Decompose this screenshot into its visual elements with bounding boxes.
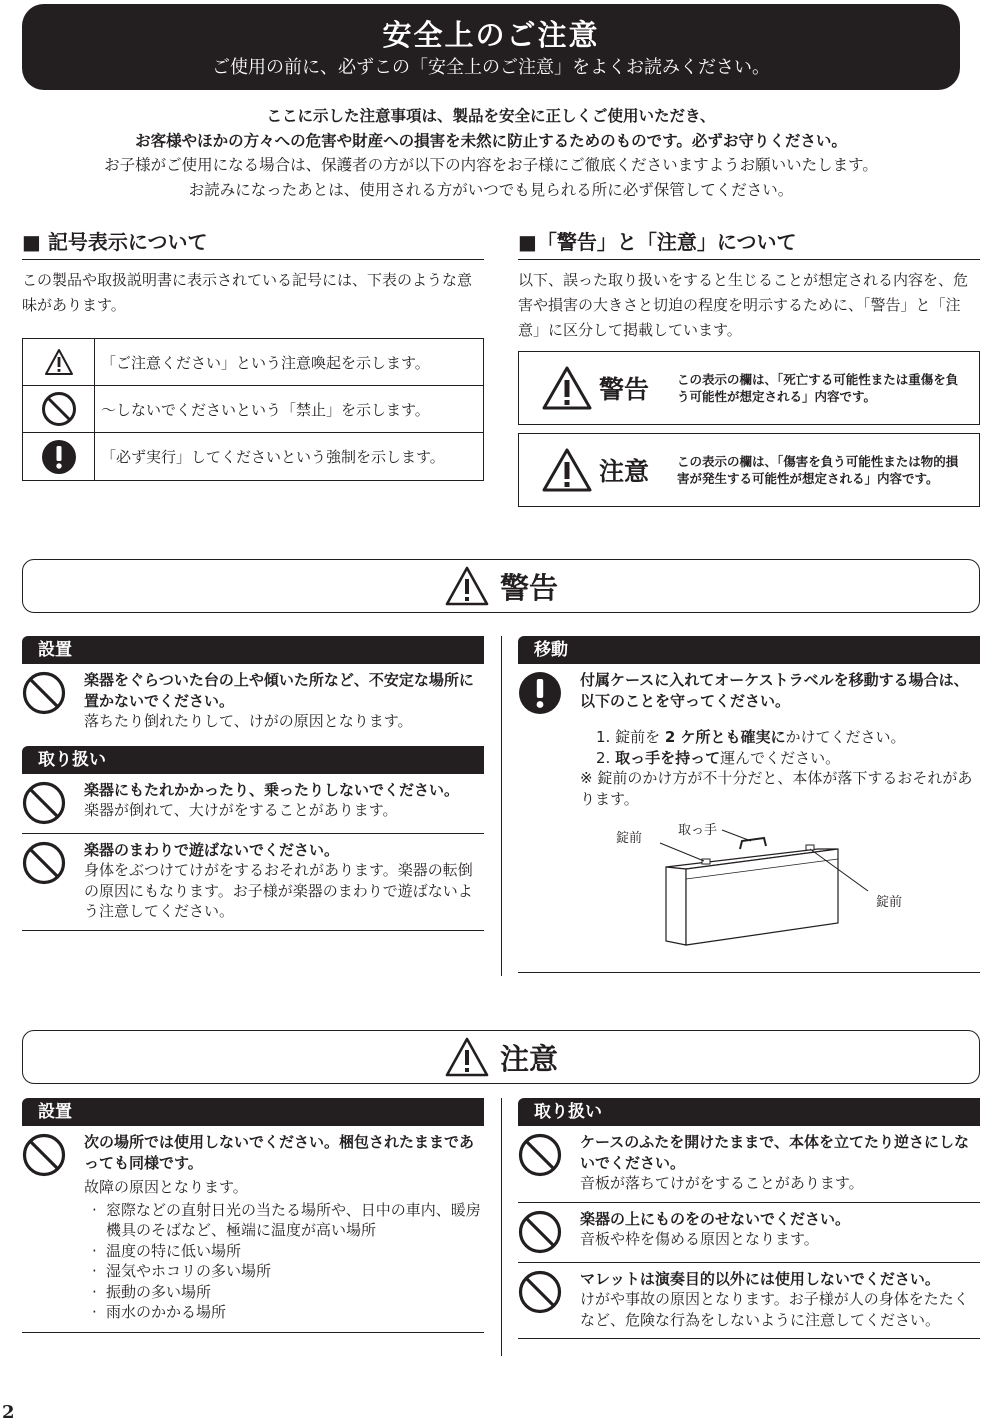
item-text: 故障の原因となります。 bbox=[84, 1178, 248, 1196]
bullet-list bbox=[84, 1200, 484, 1323]
warning-level-box bbox=[518, 351, 980, 425]
moving-steps bbox=[518, 727, 980, 768]
warning-triangle-icon bbox=[444, 1037, 490, 1077]
moving-step-1 bbox=[596, 727, 980, 748]
prohibition-icon bbox=[518, 1210, 562, 1254]
caution-left-column bbox=[22, 1098, 484, 1331]
caution-handling-item bbox=[518, 1203, 980, 1263]
caution-install-item bbox=[22, 1126, 484, 1331]
symbol-row-text: 〜しないでくださいという「禁止」を示します。 bbox=[101, 400, 430, 419]
caution-handling-label: 取り扱い bbox=[518, 1098, 980, 1126]
list-item-text: 振動の多い場所 bbox=[106, 1282, 212, 1301]
prohibition-icon bbox=[22, 1133, 66, 1177]
item-heading: マレットは演奏目的以外には使用しないでください。 bbox=[580, 1269, 940, 1288]
warning-moving-item bbox=[518, 664, 980, 723]
symbols-section bbox=[22, 228, 484, 481]
moving-step-2 bbox=[596, 748, 980, 769]
symbols-table bbox=[22, 338, 484, 481]
prohibition-icon bbox=[518, 1270, 562, 1314]
column-divider bbox=[501, 1098, 502, 1356]
item-heading: 付属ケースに入れてオーケストラベルを移動する場合は、以下のことを守ってください。 bbox=[580, 671, 969, 710]
item-heading: 次の場所では使用しないでください。梱包されたままであっても同様です。 bbox=[84, 1133, 475, 1172]
figure-label-handle: 取っ手 bbox=[678, 823, 718, 838]
warning-level-text: この表示の欄は、「死亡する可能性または重傷を負う可能性が想定される」内容です。 bbox=[677, 372, 959, 404]
item-heading: 楽器にもたれかかったり、乗ったりしないでください。 bbox=[84, 780, 460, 799]
item-text: 身体をぶつけてけがをするおそれがあります。楽器の転倒の原因にもなります。お子様が楽器のまわりで遊ばないよう注意してください。 bbox=[84, 861, 473, 920]
prohibition-icon bbox=[22, 781, 66, 825]
warning-triangle-icon bbox=[541, 365, 593, 411]
warning-handling-label: 取り扱い bbox=[22, 746, 484, 774]
mandatory-icon bbox=[518, 671, 562, 715]
caution-level-label: 注意 bbox=[599, 457, 650, 486]
list-item-text: 窓際などの直射日光の当たる場所や、日中の車内、暖房機具のそばなど、極端に温度が高い場所 bbox=[106, 1200, 481, 1239]
figure-label-lock-left: 錠前 bbox=[616, 831, 643, 846]
caution-handling-item bbox=[518, 1126, 980, 1203]
list-item: · 振動の多い場所 bbox=[92, 1282, 212, 1301]
item-heading: 楽器をぐらついた台の上や傾いた所など、不安定な場所に置かないでください。 bbox=[84, 671, 474, 710]
list-item: · 湿気やホコリの多い場所 bbox=[92, 1262, 272, 1280]
step-text: 運んでください。 bbox=[720, 748, 841, 767]
mandatory-icon bbox=[41, 439, 77, 475]
caution-level-text: この表示の欄は、「傷害を負う可能性または物的損害が発生する可能性が想定される」内容です。 bbox=[677, 454, 959, 486]
item-heading: 楽器のまわりで遊ばないでください。 bbox=[84, 840, 340, 859]
list-item: · 雨水のかかる場所 bbox=[92, 1303, 227, 1321]
intro-line-2: お客様やほかの方々への危害や財産への損害を未然に防止するためのものです。必ずお守りください。 bbox=[135, 131, 847, 150]
levels-section bbox=[518, 228, 980, 507]
warning-moving-label: 移動 bbox=[518, 636, 980, 664]
step-bold: 2 ケ所とも確実に bbox=[664, 728, 786, 746]
item-text: 音板や枠を傷める原因となります。 bbox=[580, 1230, 819, 1248]
case-figure bbox=[518, 819, 980, 969]
divider bbox=[518, 972, 980, 973]
moving-note: ※ 錠前のかけ方が不十分だと、本体が落下するおそれがあります。 bbox=[580, 769, 973, 808]
list-item-text: 雨水のかかる場所 bbox=[106, 1303, 227, 1321]
prohibition-icon bbox=[22, 841, 66, 885]
warning-triangle-icon bbox=[541, 447, 593, 493]
warning-right-column bbox=[518, 636, 980, 969]
warning-install-label: 設置 bbox=[22, 636, 484, 664]
caution-level-box bbox=[518, 433, 980, 507]
page-subtitle: ご使用の前に、必ずこの「安全上のご注意」をよくお読みください。 bbox=[212, 57, 770, 78]
list-item: · 窓際などの直射日光の当たる場所や、日中の車内、暖房機具のそばなど、極端に温度が高い場所 bbox=[84, 1200, 484, 1241]
figure-label-lock-right: 錠前 bbox=[876, 895, 903, 910]
list-item-text: 湿気やホコリの多い場所 bbox=[106, 1262, 272, 1280]
page-title: 安全上のご注意 bbox=[382, 18, 600, 52]
warning-triangle-icon bbox=[444, 566, 490, 606]
warning-triangle-icon bbox=[44, 348, 74, 376]
prohibition-icon bbox=[518, 1133, 562, 1177]
prohibition-icon bbox=[22, 671, 66, 715]
step-text: 1. 錠前を bbox=[596, 728, 665, 746]
item-text: 落ちたり倒れたりして、けがの原因となります。 bbox=[84, 712, 413, 730]
divider bbox=[22, 1332, 484, 1333]
caution-handling-item bbox=[518, 1263, 980, 1340]
symbols-heading: ■ 記号表示について bbox=[22, 228, 484, 260]
step-bold: 取っ手を持って bbox=[615, 748, 721, 767]
warning-handling-item bbox=[22, 834, 484, 931]
warning-handling-item bbox=[22, 774, 484, 834]
caution-banner bbox=[22, 1030, 980, 1084]
warning-banner bbox=[22, 559, 980, 613]
symbol-row-text: 「ご注意ください」という注意喚起を示します。 bbox=[101, 353, 430, 372]
warning-left-column bbox=[22, 636, 484, 931]
warning-banner-title: 警告 bbox=[499, 570, 558, 605]
item-text: けがや事故の原因となります。お子様が人の身体をたたくなど、危険な行為をしないように注意してください。 bbox=[580, 1290, 969, 1329]
symbol-row bbox=[23, 339, 483, 386]
warning-level-label: 警告 bbox=[599, 375, 650, 404]
column-divider bbox=[501, 636, 502, 976]
item-text: 音板が落ちてけがをすることがあります。 bbox=[580, 1174, 864, 1192]
symbol-row bbox=[23, 433, 483, 480]
step-text: かけてください。 bbox=[785, 728, 906, 746]
list-item-text: 温度の特に低い場所 bbox=[106, 1241, 242, 1260]
case-illustration bbox=[518, 819, 980, 969]
item-heading: ケースのふたを開けたままで、本体を立てたり逆さにしないでください。 bbox=[580, 1133, 969, 1172]
caution-right-column bbox=[518, 1098, 980, 1339]
prohibition-icon bbox=[41, 391, 77, 427]
item-heading: 楽器の上にものをのせないでください。 bbox=[580, 1209, 851, 1228]
intro-line-1: ここに示した注意事項は、製品を安全に正しくご使用いただき、 bbox=[266, 107, 716, 125]
intro-text bbox=[20, 104, 962, 202]
intro-line-3: お子様がご使用になる場合は、保護者の方が以下の内容をお子様にご徹底くださいますようお願いいたします。 bbox=[104, 156, 878, 174]
symbol-row bbox=[23, 386, 483, 433]
item-text: 楽器が倒れて、大けがをすることがあります。 bbox=[84, 801, 398, 819]
page-number: 2 bbox=[2, 1402, 15, 1423]
symbol-row-text: 「必ず実行」してくださいという強制を示します。 bbox=[101, 448, 445, 466]
list-item: · 温度の特に低い場所 bbox=[92, 1241, 242, 1260]
symbols-text: この製品や取扱説明書に表示されている記号には、下表のような意味があります。 bbox=[22, 271, 473, 314]
levels-heading: ■「警告」と「注意」について bbox=[518, 228, 980, 260]
caution-banner-title: 注意 bbox=[499, 1041, 558, 1076]
top-banner bbox=[22, 4, 960, 90]
caution-install-label: 設置 bbox=[22, 1098, 484, 1126]
levels-text: 以下、誤った取り扱いをすると生じることが想定される内容を、危害や損害の大きさと切迫の程度を明示するために、「警告」と「注意」に区分して掲載しています。 bbox=[518, 271, 969, 339]
warning-install-item bbox=[22, 664, 484, 740]
step-text: 2. bbox=[596, 748, 616, 767]
intro-line-4: お読みになったあとは、使用される方がいつでも見られる所に必ず保管してください。 bbox=[188, 180, 794, 199]
